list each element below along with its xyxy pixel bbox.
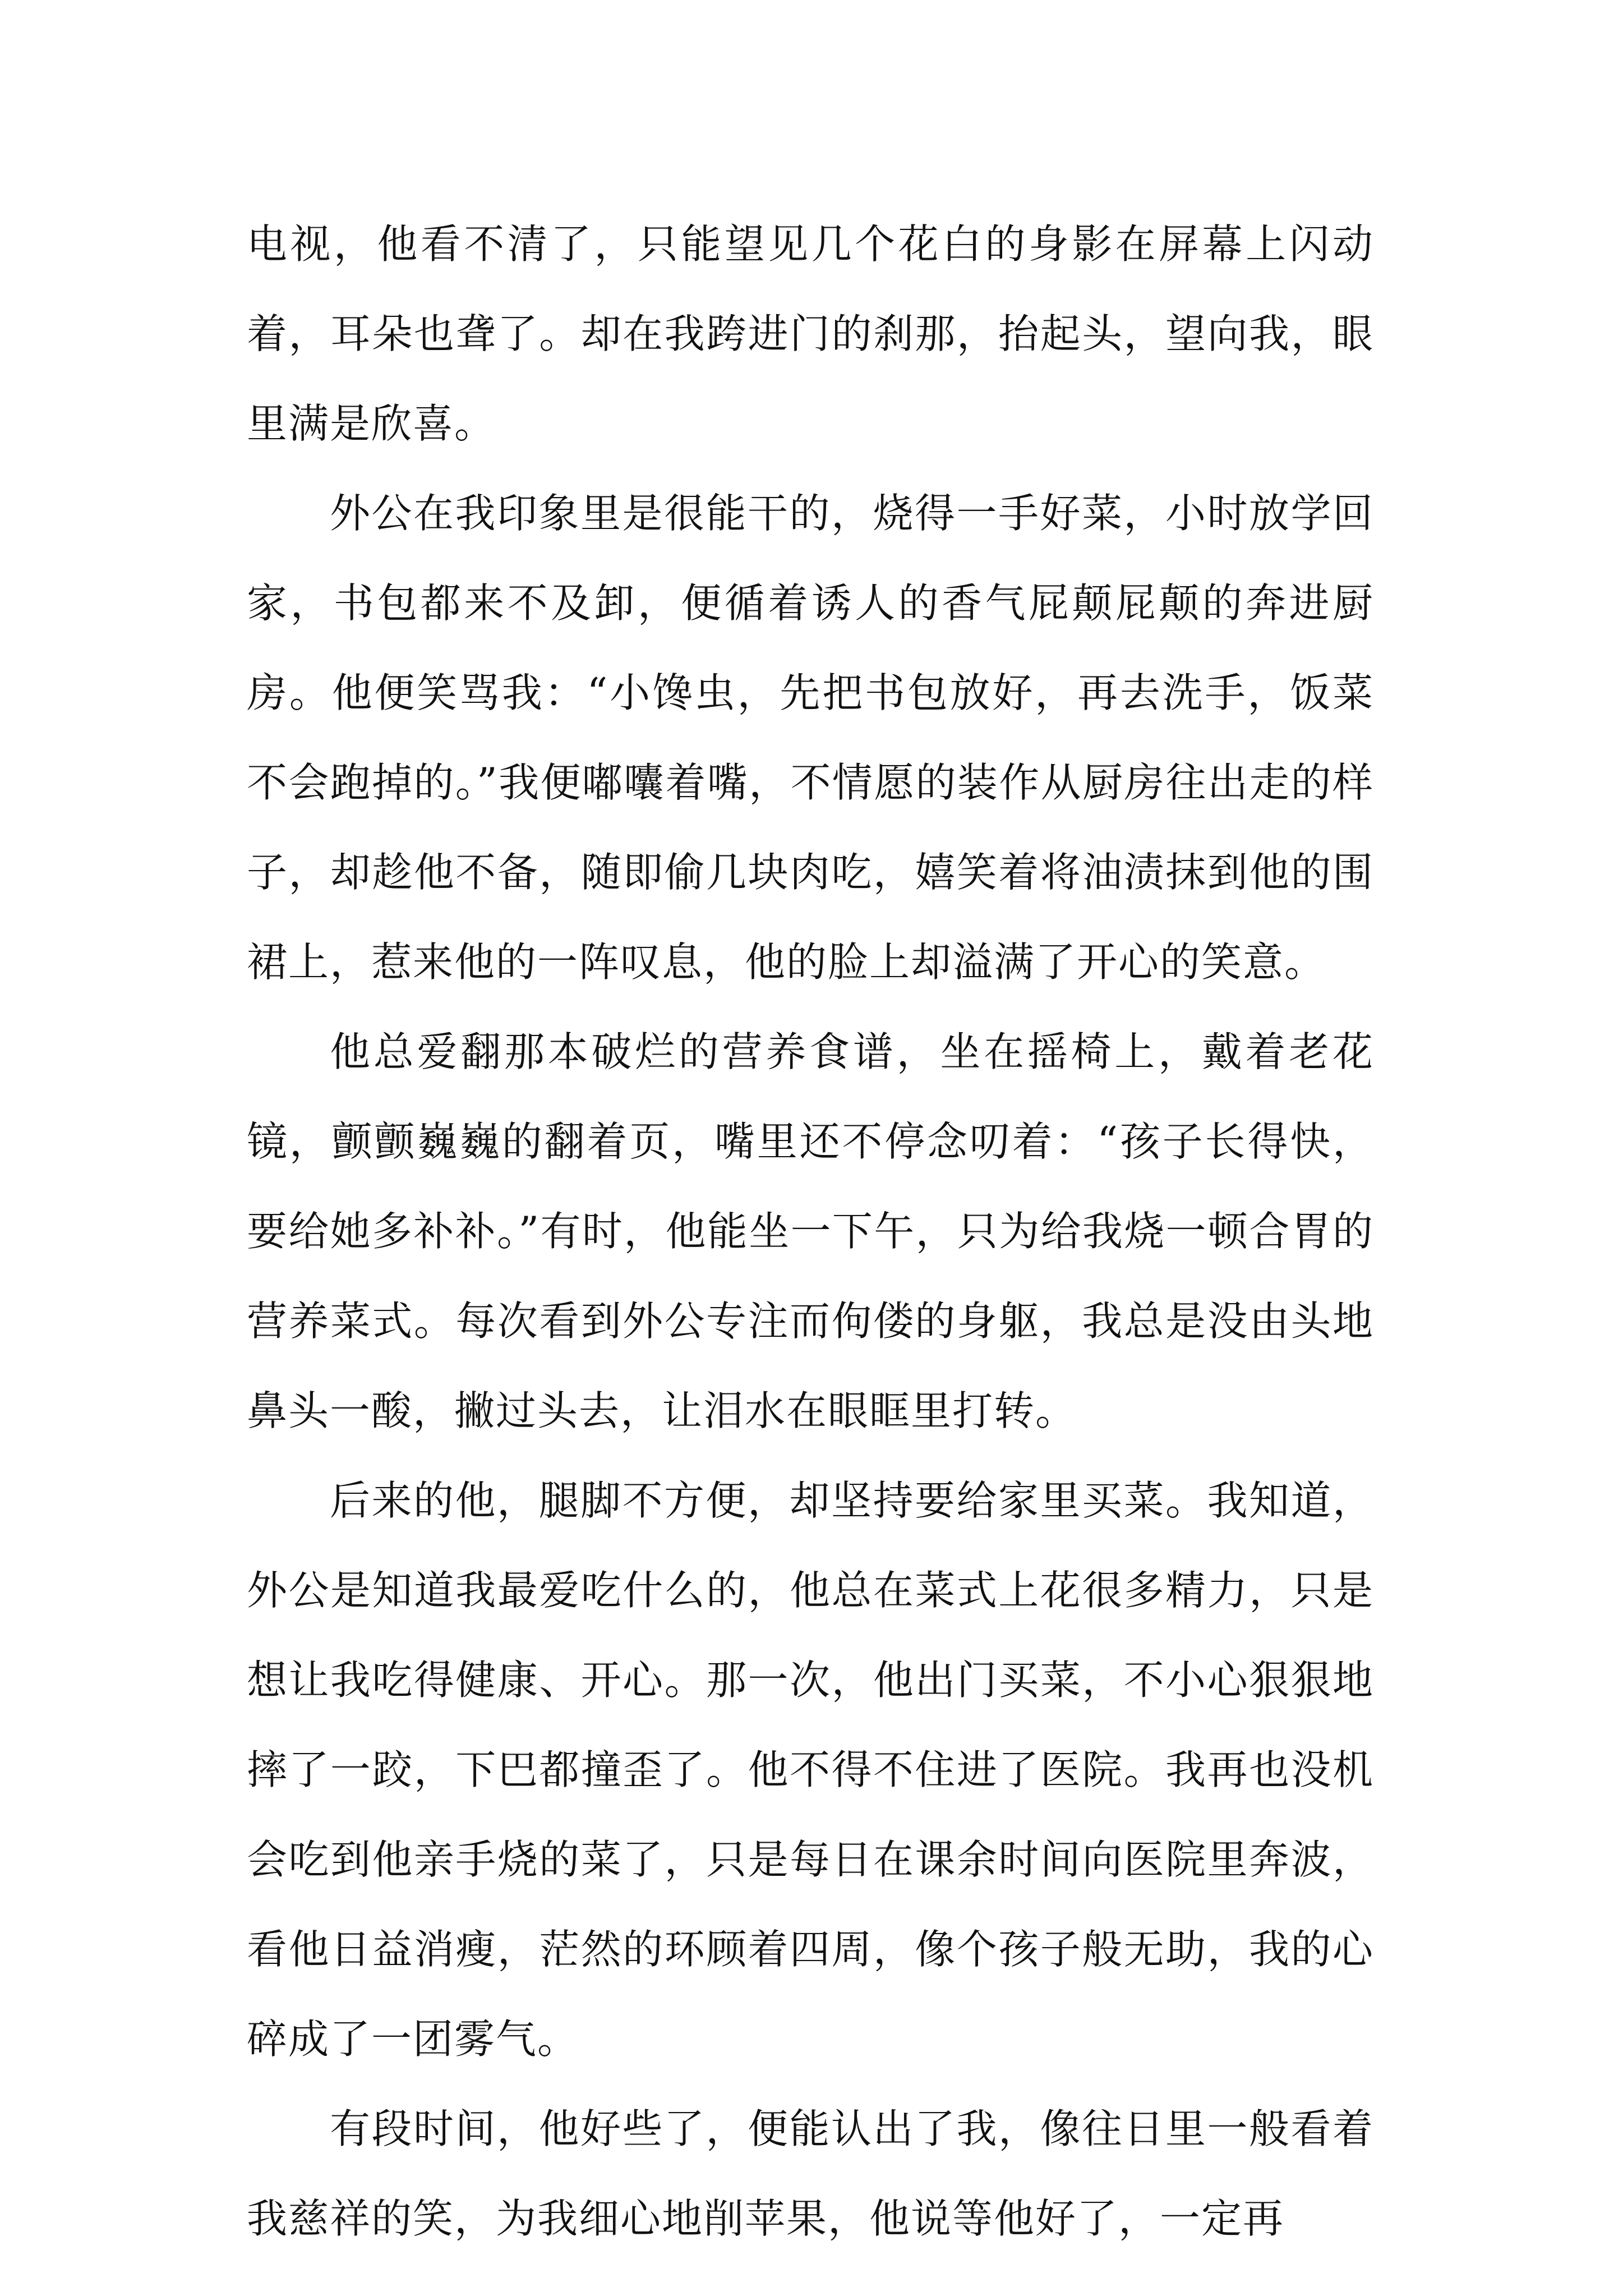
paragraph-1: 电视，他看不清了，只能望见几个花白的身影在屏幕上闪动着，耳朵也聋了。却在我跨进门的刹那，抬起头，望向我，眼里满是欣喜。	[247, 220, 1374, 447]
paragraph-3: 他总爱翻那本破烂的营养食谱，坐在摇椅上，戴着老花镜，颤颤巍巍的翻着页，嘴里还不停念叨着：“孩子长得快，要给她多补补。”有时，他能坐一下午，只为给我烧一顿合胃的营养菜式。每次看到外公专注而佝偻的身躯，我总是没由头地鼻头一酸，撇过头去，让泪水在眼眶里打转。	[247, 1028, 1374, 1434]
paragraph-5: 有段时间，他好些了，便能认出了我，像往日里一般看着我慈祥的笑，为我细心地削苹果，他说等他好了，一定再	[247, 2105, 1374, 2242]
paragraph-2: 外公在我印象里是很能干的，烧得一手好菜，小时放学回家，书包都来不及卸，便循着诱人的香气屁颠屁颠的奔进厨房。他便笑骂我：“小馋虫，先把书包放好，再去洗手，饭菜不会跑掉的。”我便嘟囔着嘴，不情愿的装作从厨房往出走的样子，却趁他不备，随即偷几块肉吃，嬉笑着将油渍抹到他的围裙上，惹来他的一阵叹息，他的脸上却溢满了开心的笑意。	[247, 490, 1374, 986]
paragraph-4: 后来的他，腿脚不方便，却坚持要给家里买菜。我知道，外公是知道我最爱吃什么的，他总在菜式上花很多精力，只是想让我吃得健康、开心。那一次，他出门买菜，不小心狠狠地摔了一跤，下巴都撞歪了。他不得不住进了医院。我再也没机会吃到他亲手烧的菜了，只是每日在课余时间向医院里奔波，看他日益消瘦，茫然的环顾着四周，像个孩子般无助，我的心碎成了一团雾气。	[247, 1477, 1374, 2063]
body-text	[247, 199, 1374, 2263]
